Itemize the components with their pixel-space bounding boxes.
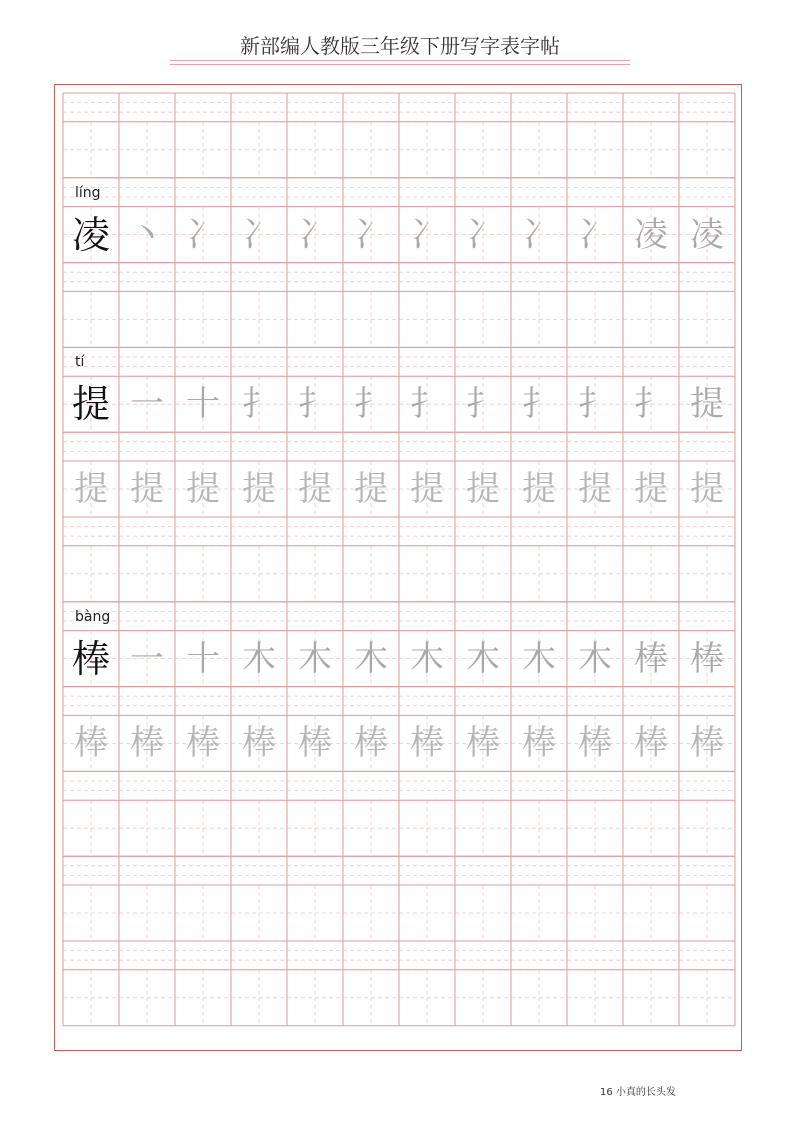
stroke-order-step: 一 [130,638,164,679]
title-underline [170,64,630,65]
stroke-order-step: 冫 [186,214,220,255]
tracing-character: 棒 [242,723,276,764]
tracing-character: 棒 [634,723,668,764]
tracing-character: 提 [578,469,612,509]
tracing-character: 棒 [354,723,388,764]
stroke-order-step: 凌 [690,214,724,255]
stroke-order-step: 木 [578,638,612,679]
tracing-character: 提 [74,469,108,509]
tracing-character: 提 [634,469,668,509]
stroke-order-step: 丶 [130,214,164,255]
stroke-order-step: 扌 [578,384,612,425]
tracing-character: 棒 [298,723,332,764]
page-title: 新部编人教版三年级下册写字表字帖 [240,34,560,58]
pinyin-label: tí [75,354,85,371]
tracing-character: 棒 [690,723,724,764]
stroke-order-step: 扌 [298,384,332,425]
pinyin-label: bàng [75,608,111,625]
model-character: 棒 [71,636,110,681]
stroke-order-step: 木 [354,638,388,679]
tracing-character: 棒 [522,723,556,764]
model-character: 凌 [71,212,110,257]
stroke-order-step: 扌 [634,384,668,425]
tracing-character: 提 [522,469,556,509]
tracing-character: 提 [410,469,444,509]
title-underline [170,60,630,61]
tracing-character: 棒 [186,723,220,764]
stroke-order-step: 十 [186,638,220,679]
stroke-order-step: 冫 [466,214,500,255]
tracing-character: 棒 [74,723,108,764]
stroke-order-step: 棒 [690,638,724,679]
tracing-character: 提 [466,469,500,509]
model-character: 提 [71,382,110,427]
page-footer: 16 小真的长头发 [600,1087,676,1098]
stroke-order-step: 扌 [410,384,444,425]
tracing-character: 棒 [410,723,444,764]
stroke-order-step: 木 [522,638,556,679]
stroke-order-step: 木 [466,638,500,679]
stroke-order-step: 冫 [298,214,332,255]
tracing-character: 提 [242,469,276,509]
tracing-character: 提 [690,469,724,509]
stroke-order-step: 十 [186,384,220,425]
stroke-order-step: 木 [410,638,444,679]
stroke-order-step: 木 [242,638,276,679]
stroke-order-step: 冫 [410,214,444,255]
stroke-order-step: 扌 [522,384,556,425]
stroke-order-step: 冫 [578,214,612,255]
stroke-order-step: 一 [130,384,164,425]
tracing-character: 提 [298,469,332,509]
practice-sheet [54,84,742,1051]
pinyin-label: líng [75,184,101,201]
stroke-order-step: 木 [298,638,332,679]
stroke-order-step: 扌 [466,384,500,425]
stroke-order-step: 提 [690,384,724,425]
tracing-character: 提 [130,469,164,509]
stroke-order-step: 冫 [522,214,556,255]
stroke-order-step: 棒 [634,638,668,679]
tracing-character: 提 [186,469,220,509]
tracing-character: 棒 [578,723,612,764]
stroke-order-step: 冫 [354,214,388,255]
tracing-character: 棒 [130,723,164,764]
stroke-order-step: 扌 [354,384,388,425]
tracing-character: 棒 [466,723,500,764]
stroke-order-step: 扌 [242,384,276,425]
stroke-order-step: 凌 [634,214,668,255]
stroke-order-step: 冫 [242,214,276,255]
tracing-character: 提 [354,469,388,509]
